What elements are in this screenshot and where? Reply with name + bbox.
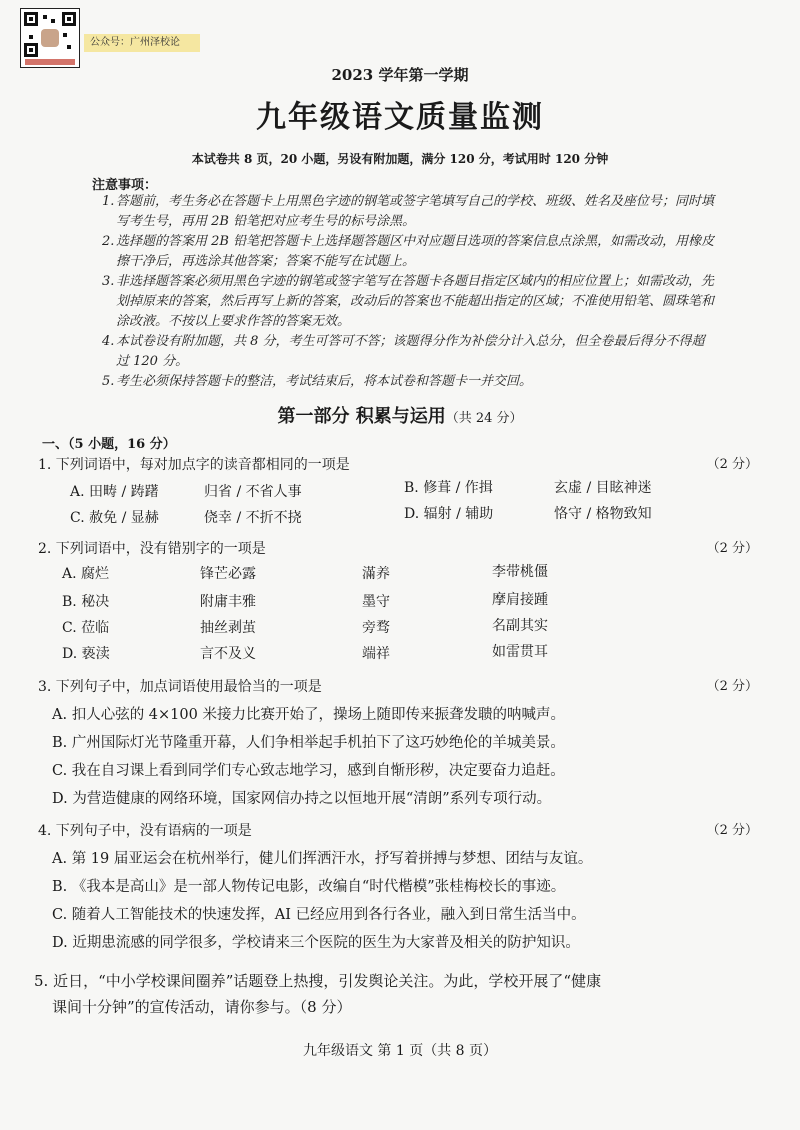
question-1-option: 归省 / 不省人事: [204, 484, 302, 500]
promo-banner: 公众号：广州泽校论: [84, 34, 200, 52]
question-2-cell: 李带桃僵: [492, 564, 548, 580]
question-2-cell: B. 秘决: [62, 594, 110, 610]
question-2-cell: 如雷贯耳: [492, 644, 548, 660]
avatar: [41, 29, 59, 47]
question-score: （2 分）: [706, 457, 758, 472]
question-3-option: A. 扣人心弦的 4×100 米接力比赛开始了，操场上随即传来振聋发聩的呐喊声。: [52, 707, 565, 723]
qr-code: [20, 8, 80, 68]
note-item: 1. 答题前，考生务必在答题卡上用黑色字迹的钢笔或签字笔填写自己的学校、班级、姓名及座位号；同时填写考生号，再用 2B 铅笔把对应考生号的标号涂黑。: [102, 194, 715, 229]
question-1-option: C. 赦免 / 显赫: [70, 510, 159, 526]
question-2-cell: D. 亵渎: [62, 646, 110, 662]
question-2-cell: 言不及义: [200, 646, 256, 662]
note-item: 2. 选择题的答案用 2B 铅笔把答题卡上选择题答题区中对应题目选项的答案信息点涂黑，如需改动，用橡皮擦干净后，再选涂其他答案；答案不能写在试题上。: [102, 234, 715, 269]
question-3-stem: 3. 下列句子中，加点词语使用最恰当的一项是 （2 分）: [38, 676, 758, 698]
question-1-option: B. 修葺 / 作揖: [404, 480, 493, 496]
section-title: 第一部分 积累与运用（共 24 分）: [277, 406, 523, 427]
question-1-option: A. 田畴 / 踌躇: [70, 484, 159, 500]
question-2-cell: 端祥: [362, 646, 390, 662]
question-4-stem: 4. 下列句子中，没有语病的一项是 （2 分）: [38, 820, 758, 842]
question-2-cell: C. 莅临: [62, 620, 110, 636]
question-2-stem: 2. 下列词语中，没有错别字的一项是 （2 分）: [38, 538, 758, 560]
question-3-option: C. 我在自习课上看到同学们专心致志地学习，感到自惭形秽，决定要奋力追赶。: [52, 763, 565, 779]
question-2-cell: 墨守: [362, 594, 390, 610]
term-label: 2023 学年第一学期: [331, 66, 469, 84]
question-3-option: B. 广州国际灯光节隆重开幕，人们争相举起手机拍下了这巧妙绝伦的羊城美景。: [52, 735, 565, 751]
question-2-cell: 旁骛: [362, 620, 390, 636]
question-4-option: B. 《我本是高山》是一部人物传记电影，改编自“时代楷模”张桂梅校长的事迹。: [52, 879, 566, 895]
question-score: （2 分）: [706, 541, 758, 556]
question-2-cell: 滿养: [362, 566, 390, 582]
question-3-option: D. 为营造健康的网络环境，国家网信办持之以恒地开展“清朗”系列专项行动。: [52, 791, 552, 807]
question-4-option: C. 随着人工智能技术的快速发挥，AI 已经应用到各行各业，融入到日常生活当中。: [52, 907, 586, 923]
question-2-cell: A. 腐烂: [62, 566, 110, 582]
question-2-cell: 摩肩接踵: [492, 592, 548, 608]
note-item: 3. 非选择题答案必须用黑色字迹的钢笔或签字笔写在答题卡各题目指定区域内的相应位置上；如需改动，先划掉原来的答案，然后再写上新的答案，改动后的答案也不能超出指定的区域；不准使用铅笔、圆珠笔和涂改液。不按以上要求作答的答案无效。: [102, 274, 715, 329]
question-2-cell: 附庸丰雅: [200, 594, 256, 610]
note-item: 4. 本试卷设有附加题，共 8 分，考生可答可不答；该题得分作为补偿分计入总分，但全卷最后得分不得超过 120 分。: [102, 334, 705, 369]
question-4-option: D. 近期患流感的同学很多，学校请来三个医院的医生为大家普及相关的防护知识。: [52, 935, 580, 951]
page-title: 九年级语文质量监测: [256, 100, 544, 135]
question-score: （2 分）: [706, 823, 758, 838]
question-1-option: 恪守 / 格物致知: [554, 506, 652, 522]
notes-title: 注意事项：: [92, 178, 158, 193]
question-2-cell: 锋芒必露: [200, 566, 256, 582]
question-2-cell: 抽丝剥茧: [200, 620, 256, 636]
question-1-option: D. 辐射 / 辅助: [404, 506, 494, 522]
question-4-option: A. 第 19 届亚运会在杭州举行，健儿们挥洒汗水，抒写着拼搏与梦想、团结与友谊。: [52, 851, 593, 867]
question-score: （2 分）: [706, 679, 758, 694]
question-1-stem: 1. 下列词语中，每对加点字的读音都相同的一项是 （2 分）: [38, 454, 758, 476]
question-1-option: 侥幸 / 不折不挠: [204, 510, 302, 526]
question-5-line: 课间十分钟”的宣传活动，请你参与。（8 分）: [52, 998, 352, 1016]
group-heading: 一、（5 小题，16 分）: [42, 437, 176, 452]
question-5-line: 5. 近日，“中小学校课间圈养”话题登上热搜，引发舆论关注。为此，学校开展了“健康: [34, 972, 602, 990]
question-1-option: 玄虚 / 目眩神迷: [554, 480, 652, 496]
page-footer: 九年级语文 第 1 页（共 8 页）: [302, 1043, 498, 1059]
note-item: 5. 考生必须保持答题卡的整洁，考试结束后，将本试卷和答题卡一并交回。: [102, 374, 533, 389]
question-2-cell: 名副其实: [492, 618, 548, 634]
exam-info: 本试卷共 8 页，20 小题，另设有附加题，满分 120 分，考试用时 120 分钟: [191, 152, 609, 166]
